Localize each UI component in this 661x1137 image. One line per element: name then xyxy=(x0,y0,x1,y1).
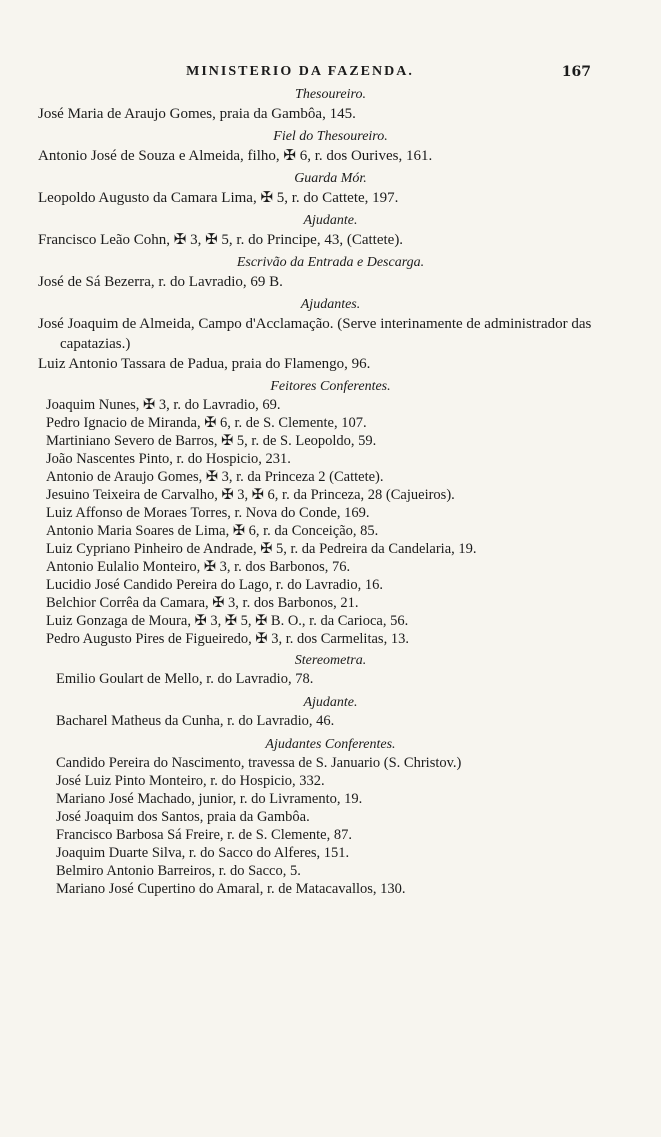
list-item: José Joaquim dos Santos, praia da Gambôa. xyxy=(56,809,310,825)
page-body xyxy=(0,86,661,898)
section-heading: Stereometra. xyxy=(294,653,367,668)
list-item: Candido Pereira do Nascimento, travessa de S. Januario (S. Christov.) xyxy=(56,755,462,771)
list-item: Mariano José Cupertino do Amaral, r. de Matacavallos, 130. xyxy=(56,881,406,897)
list-item: Jesuino Teixeira de Carvalho, ✠ 3, ✠ 6, r. da Princeza, 28 (Cajueiros). xyxy=(46,487,455,503)
section-heading: Ajudante. xyxy=(303,695,358,710)
list-item: Luiz Cypriano Pinheiro de Andrade, ✠ 5, r. da Pedreira da Candelaria, 19. xyxy=(46,541,477,557)
list-item: José Joaquim de Almeida, Campo d'Acclamação. (Serve interinamente de administrador das capatazias.) xyxy=(38,316,592,352)
list-item: Francisco Barbosa Sá Freire, r. de S. Clemente, 87. xyxy=(56,827,352,843)
list-item: Pedro Ignacio de Miranda, ✠ 6, r. de S. Clemente, 107. xyxy=(46,415,367,431)
list-item: Antonio Maria Soares de Lima, ✠ 6, r. da Conceição, 85. xyxy=(46,523,379,539)
list-item: João Nascentes Pinto, r. do Hospicio, 231. xyxy=(46,451,291,467)
list-item: José de Sá Bezerra, r. do Lavradio, 69 B. xyxy=(38,274,283,290)
page-title: MINISTERIO DA FAZENDA. xyxy=(186,64,414,79)
list-item: José Luiz Pinto Monteiro, r. do Hospicio, 332. xyxy=(56,773,325,789)
list-item: Lucidio José Candido Pereira do Lago, r. do Lavradio, 16. xyxy=(46,577,384,593)
page-number: 167 xyxy=(561,64,591,80)
list-item: Antonio de Araujo Gomes, ✠ 3, r. da Princeza 2 (Cattete). xyxy=(46,469,384,485)
list-item: Leopoldo Augusto da Camara Lima, ✠ 5, r. do Cattete, 197. xyxy=(38,190,399,206)
page-header xyxy=(0,60,661,84)
list-item: Pedro Augusto Pires de Figueiredo, ✠ 3, r. dos Carmelitas, 13. xyxy=(46,631,409,647)
section-heading: Escrivão da Entrada e Descarga. xyxy=(236,255,425,270)
section-heading: Thesoureiro. xyxy=(295,87,366,102)
list-item: Belchior Corrêa da Camara, ✠ 3, r. dos Barbonos, 21. xyxy=(46,595,359,611)
section-heading: Fiel do Thesoureiro. xyxy=(273,129,388,144)
section-heading: Ajudante. xyxy=(303,213,358,228)
list-item: Emilio Goulart de Mello, r. do Lavradio, 78. xyxy=(56,671,314,687)
list-item: Francisco Leão Cohn, ✠ 3, ✠ 5, r. do Principe, 43, (Cattete). xyxy=(38,232,404,248)
list-item: Joaquim Duarte Silva, r. do Sacco do Alferes, 151. xyxy=(56,845,350,861)
list-item: Martiniano Severo de Barros, ✠ 5, r. de S. Leopoldo, 59. xyxy=(46,433,377,449)
list-item: José Maria de Araujo Gomes, praia da Gambôa, 145. xyxy=(38,106,356,122)
list-item: Mariano José Machado, junior, r. do Livramento, 19. xyxy=(56,791,363,807)
section-heading: Feitores Conferentes. xyxy=(270,379,391,394)
section-heading: Ajudantes Conferentes. xyxy=(265,737,396,752)
section-heading: Ajudantes. xyxy=(300,297,361,312)
list-item: Luiz Antonio Tassara de Padua, praia do Flamengo, 96. xyxy=(38,356,371,372)
list-item: Luiz Affonso de Moraes Torres, r. Nova do Conde, 169. xyxy=(46,505,370,521)
section-heading: Guarda Mór. xyxy=(294,171,367,186)
list-item: Luiz Gonzaga de Moura, ✠ 3, ✠ 5, ✠ B. O., r. da Carioca, 56. xyxy=(46,613,409,629)
list-item: Antonio José de Souza e Almeida, filho, ✠ 6, r. dos Ourives, 161. xyxy=(38,148,433,164)
list-item: Belmiro Antonio Barreiros, r. do Sacco, 5. xyxy=(56,863,301,879)
list-item: Antonio Eulalio Monteiro, ✠ 3, r. dos Barbonos, 76. xyxy=(46,559,351,575)
list-item: Bacharel Matheus da Cunha, r. do Lavradio, 46. xyxy=(56,713,335,729)
list-item: Joaquim Nunes, ✠ 3, r. do Lavradio, 69. xyxy=(46,397,281,413)
